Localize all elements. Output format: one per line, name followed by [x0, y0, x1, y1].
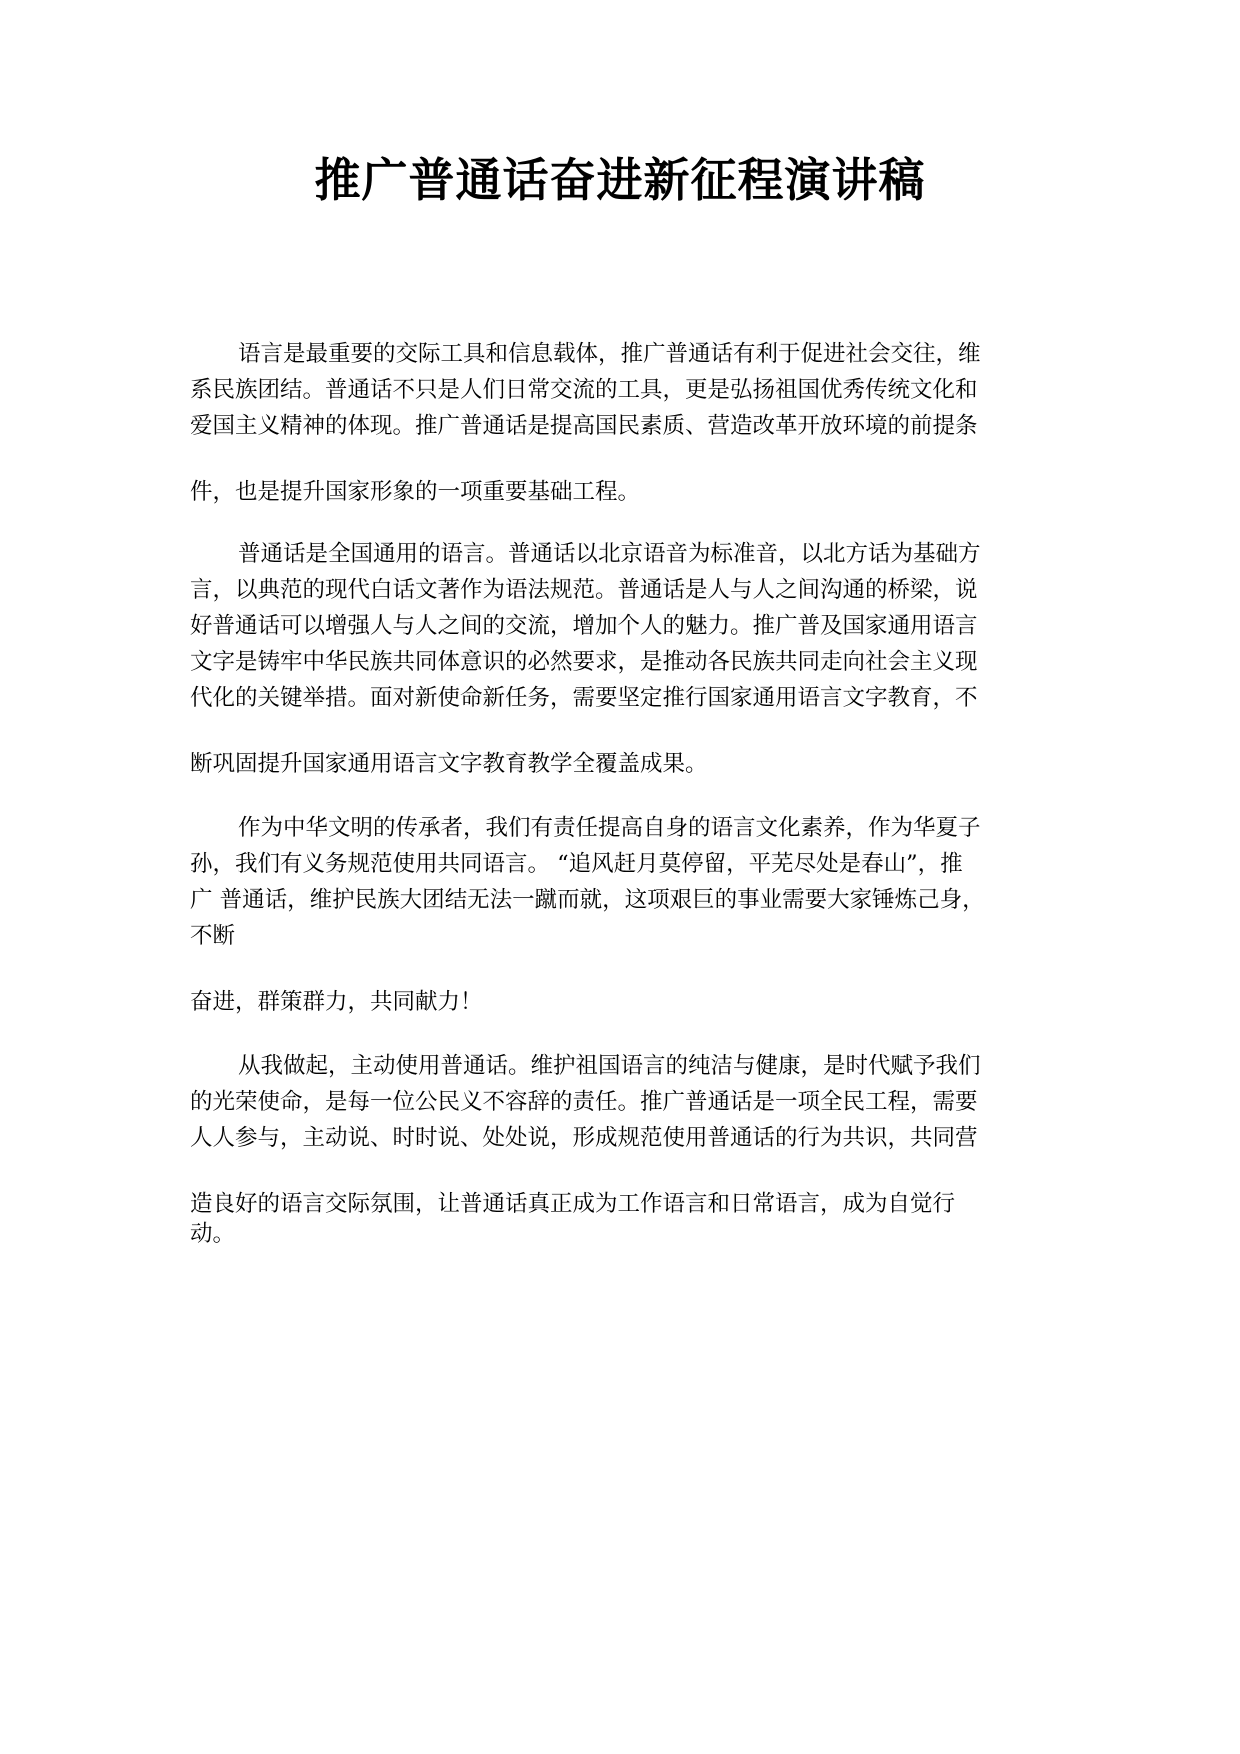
paragraph-line: 件，也是提升国家形象的一项重要基础工程。 [190, 479, 641, 505]
paragraph-line: 好普通话可以增强人与人之间的交流，增加个人的魅力。推广普及国家通用语言 [190, 613, 978, 639]
paragraph-line: 普通话是全国通用的语言。普通话以北京语音为标准音，以北方话为基础方 [238, 541, 981, 567]
paragraph-line: 奋进，群策群力，共同献力！ [190, 989, 483, 1015]
paragraph-line: 系民族团结。普通话不只是人们日常交流的工具，更是弘扬祖国优秀传统文化和 [190, 377, 978, 403]
paragraph-line: 爱国主义精神的体现。推广普通话是提高国民素质、营造改革开放环境的前提条 [190, 413, 978, 439]
paragraph-line: 文字是铸牢中华民族共同体意识的必然要求，是推动各民族共同走向社会主义现 [190, 649, 978, 675]
paragraph-line: 造良好的语言交际氛围，让普通话真正成为工作语言和日常语言，成为自觉行 [190, 1191, 956, 1216]
paragraph-line: 不断 [190, 923, 236, 949]
paragraph-line: 代化的关键举措。面对新使命新任务，需要坚定推行国家通用语言文字教育，不 [190, 685, 978, 711]
paragraph-line: 广 普通话，维护民族大团结无法一蹴而就，这项艰巨的事业需要大家锤炼己身， [190, 887, 985, 913]
paragraph-line: 从我做起，主动使用普通话。维护祖国语言的纯洁与健康，是时代赋予我们 [238, 1053, 981, 1079]
paragraph-3 [190, 810, 1050, 1020]
paragraph-line: 孙，我们有义务规范使用共同语言。 “追风赶月莫停留，平芜尽处是春山”，推 [190, 851, 963, 877]
paragraph-line: 的光荣使命，是每一位公民义不容辞的责任。推广普通话是一项全民工程，需要 [190, 1089, 978, 1115]
document-title: 推广普通话奋进新征程演讲稿 [314, 153, 926, 207]
paragraph-2 [190, 536, 1050, 782]
paragraph-line: 言，以典范的现代白话文著作为语法规范。普通话是人与人之间沟通的桥梁，说 [190, 577, 978, 603]
paragraph-line: 动。 [190, 1221, 236, 1246]
paragraph-4 [190, 1048, 1050, 1246]
paragraph-line: 人人参与，主动说、时时说、处处说，形成规范使用普通话的行为共识，共同营 [190, 1125, 978, 1151]
paragraph-line: 作为中华文明的传承者，我们有责任提高自身的语言文化素养，作为华夏子 [238, 815, 981, 841]
paragraph-line: 断巩固提升国家通用语言文字教育教学全覆盖成果。 [190, 751, 708, 777]
paragraph-line: 语言是最重要的交际工具和信息载体，推广普通话有利于促进社会交往，维 [238, 341, 981, 367]
paragraph-1 [190, 336, 1050, 510]
